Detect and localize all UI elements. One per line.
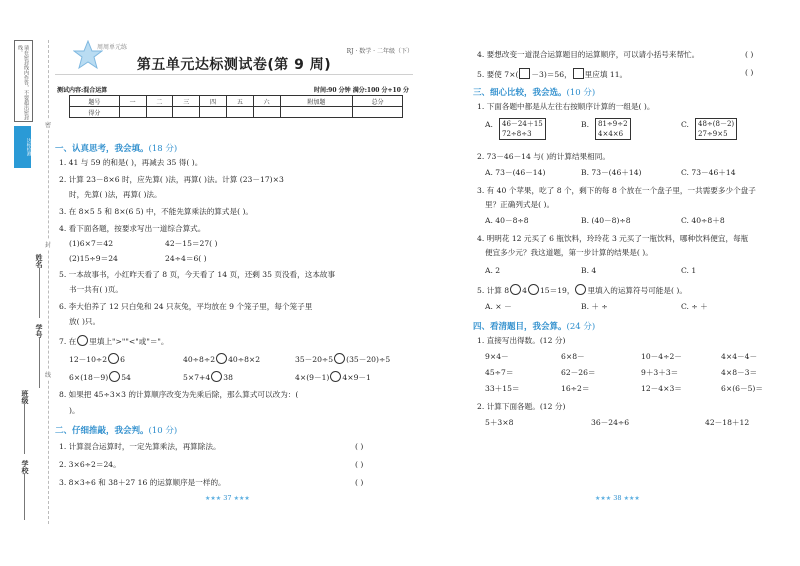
time-info: 时间:90 分钟 满分:100 分+10 分 [313, 87, 409, 94]
star-deco-icon: ★★★ [623, 495, 640, 502]
circle-blank-icon [528, 284, 539, 295]
square-blank-icon [573, 68, 584, 79]
choice-2: 2. 73－46－14 与( )的计算结果相同。 [477, 152, 610, 161]
compare-item [295, 353, 390, 365]
school-label: 学校 [21, 460, 30, 474]
choice-1-option-c-box[interactable] [695, 118, 737, 140]
compare-left: 4×(9－1) [295, 373, 330, 382]
score-value-row [70, 107, 403, 118]
score-cell[interactable] [226, 107, 253, 118]
compare-circle[interactable] [108, 353, 119, 364]
option-line: 4×4×6 [598, 130, 624, 138]
choice-3-line-1: 3. 有 40 个苹果，吃了 8 个，剩下的每 8 个放在一个盘子里，一共需要多少个盘子 [477, 186, 756, 195]
score-header-cell: 五 [226, 96, 253, 107]
star-deco-icon: ★★★ [233, 495, 250, 502]
question-4-row-2a: (2)15÷9＝24 [69, 254, 118, 263]
question-5-line-2: 书一共有( )页。 [69, 285, 123, 294]
question-4-row-1a: (1)6×7＝42 [69, 239, 114, 248]
choice-option[interactable]: B. 73－(46＋14) [581, 168, 642, 177]
compare-right: 4×9－1 [342, 373, 371, 382]
mental-math-item[interactable]: 33＋15＝ [485, 384, 520, 393]
compare-circle[interactable] [330, 371, 341, 382]
judge-5-answer[interactable]: ( ) [745, 68, 754, 77]
question-2-line-1: 2. 计算 23－8×6 时，应先算( )法，再算( )法。计算 (23－17)×3 [59, 175, 284, 184]
binding-margin [12, 40, 52, 524]
star-deco-icon: ★★★ [595, 495, 612, 502]
section-4-points: (24 分) [566, 322, 596, 332]
score-header-cell: 三 [173, 96, 200, 107]
choice-option[interactable]: B. 4 [581, 266, 597, 275]
content-label: 测试内容:混合运算 [57, 87, 108, 94]
question-3: 3. 在 8×5 5 和 8×(6 5) 中，不能先算乘法的算式是( )。 [59, 207, 254, 216]
compare-right: 38 [223, 373, 233, 382]
seal-word-3: 线 [45, 372, 52, 379]
score-header-row [70, 96, 403, 107]
judge-4-answer[interactable]: ( ) [745, 50, 754, 59]
choice-option[interactable]: B. (40－8)÷8 [581, 216, 631, 225]
compare-item [295, 371, 371, 383]
calc-item[interactable]: 36－24÷6 [591, 418, 630, 427]
choice-1: 1. 下面各题中都是从左往右按顺序计算的一组是( )。 [477, 102, 655, 111]
question-6-line-2: 放( )只。 [69, 317, 101, 326]
page-footer [595, 494, 640, 502]
page-title: 第五单元达标测试卷(第 9 周) [136, 57, 332, 73]
score-cell[interactable] [173, 107, 200, 118]
section-1-heading [55, 142, 177, 154]
compare-circle[interactable] [211, 371, 222, 382]
choice-option[interactable]: A. 2 [485, 266, 501, 275]
circle-blank-icon [510, 284, 521, 295]
score-header-cell: 总分 [353, 96, 403, 107]
seal-line [48, 40, 49, 524]
calc-2: 2. 计算下面各题。(12 分) [477, 402, 566, 411]
compare-item [183, 371, 233, 383]
square-blank-icon [519, 68, 530, 79]
question-4: 4. 看下面各题，按要求写出一道综合算式。 [59, 224, 206, 233]
choice-4-line-1: 4. 明明花 12 元买了 6 瓶饮料，玲玲花 3 元买了一瓶饮料，哪种饮料便宜，每瓶 [477, 234, 749, 243]
choice-5-prefix: 5. 计算 8 [477, 286, 510, 295]
number-line [39, 338, 40, 388]
compare-right: (35－20)÷5 [346, 355, 391, 364]
section-2-points: (10 分) [148, 426, 178, 436]
judge-1-answer[interactable]: ( ) [355, 442, 364, 451]
notice-text: 请在密封线内作答，不要超出密封线。 [17, 45, 29, 120]
mental-math-item[interactable]: 62－26＝ [561, 368, 596, 377]
choice-option[interactable]: C. 73－46＋14 [681, 168, 736, 177]
compare-left: 5×7+4 [183, 373, 211, 382]
score-table [69, 95, 403, 118]
question-7 [59, 335, 169, 347]
score-header-cell: 六 [253, 96, 280, 107]
circle-blank-icon [77, 335, 88, 346]
question-5-line-1: 5. 一本故事书，小红昨天看了 8 页，今天看了 14 页，还剩 35 页没看，这本故事 [59, 270, 336, 279]
section-1-points: (18 分) [148, 144, 178, 154]
section-3-heading [473, 86, 595, 98]
series-label: 周周单元练 [97, 44, 128, 51]
compare-left: 40÷8÷2 [183, 355, 216, 364]
option-line: 48÷(8－2) [698, 120, 735, 128]
mental-math-item[interactable]: 9＋3＋3＝ [641, 368, 679, 377]
judge-3: 3. 8×3÷6 和 38＋27 16 的运算顺序是一样的。 [59, 478, 226, 487]
compare-circle[interactable] [109, 371, 120, 382]
star-deco-icon: ★★★ [205, 495, 222, 502]
choice-option[interactable]: B. ＋ ÷ [581, 302, 608, 311]
option-line: 81÷9÷2 [598, 120, 628, 128]
calc-item[interactable]: 42－18＋12 [705, 418, 750, 427]
choice-5-middle: 15＝19， [539, 286, 575, 295]
choice-3-line-2: 里？正确列式是( )。 [485, 200, 555, 209]
score-cell[interactable] [353, 107, 403, 118]
calc-item[interactable]: 5＋3×8 [485, 418, 514, 427]
class-label: 班级 [21, 390, 30, 404]
question-2-line-2: 时，先算( )法，再算( )法。 [69, 190, 162, 199]
option-line: 27÷9×5 [698, 130, 728, 138]
score-row-label: 得分 [70, 107, 120, 118]
choice-5 [477, 284, 687, 296]
choice-1-option-a-label: A. [485, 120, 493, 129]
score-cell[interactable] [280, 107, 353, 118]
page-number: 38 [613, 494, 622, 502]
score-cell[interactable] [253, 107, 280, 118]
compare-circle[interactable] [216, 353, 227, 364]
choice-option[interactable]: A. 40－8÷8 [485, 216, 529, 225]
question-4-row-1b: 42－15＝27( ) [165, 239, 218, 248]
choice-5-suffix: 里填入的运算符号可能是( )。 [587, 286, 687, 295]
question-4-row-2b: 24÷4＝6( ) [165, 254, 207, 263]
compare-left: 6×(18－9) [69, 373, 109, 382]
score-header-cell: 题号 [70, 96, 120, 107]
section-2-title: 二、仔细推敲，我会判。 [55, 426, 149, 436]
section-3-points: (10 分) [566, 88, 596, 98]
choice-1-option-a-box[interactable] [499, 118, 546, 140]
class-line [24, 404, 25, 454]
grade-label: RJ · 数学 · 二年级（下） [346, 48, 413, 55]
badge-label: 达标检测 [14, 126, 31, 168]
choice-option[interactable]: C. 1 [681, 266, 697, 275]
judge-2: 2. 3×6÷2＝24。 [59, 460, 121, 469]
mental-math-item[interactable]: 16÷2＝ [561, 384, 590, 393]
mental-math-item[interactable]: 4×8－3＝ [721, 368, 758, 377]
mental-math-item[interactable]: 6×8－ [561, 352, 585, 361]
score-cell[interactable] [200, 107, 227, 118]
compare-item [183, 353, 260, 365]
title-rule [55, 74, 413, 75]
compare-right: 6 [120, 355, 125, 364]
score-header-cell: 二 [146, 96, 173, 107]
compare-item [69, 371, 131, 383]
option-line: 72÷8÷3 [502, 130, 532, 138]
compare-circle[interactable] [334, 353, 345, 364]
page-37 [55, 40, 413, 524]
choice-1-option-b-box[interactable] [595, 118, 631, 140]
question-7-prefix: 7. 在 [59, 337, 77, 346]
seal-word-1: 密 [45, 122, 52, 129]
judge-5-middle: －3)＝56， [531, 70, 572, 79]
option-line: 46－24＋15 [502, 120, 543, 128]
calc-1: 1. 直接写出得数。(12 分) [477, 336, 566, 345]
school-line [24, 474, 25, 520]
seal-word-2: 封 [45, 242, 52, 249]
judge-5-prefix: 5. 要使 7×( [477, 70, 519, 79]
question-7-suffix: 里填上">""<"或"＝"。 [89, 337, 169, 346]
section-3-title: 三、细心比较，我会选。 [473, 88, 567, 98]
section-4-heading [473, 320, 595, 332]
question-8-line-2: )。 [69, 406, 80, 415]
mental-math-item[interactable]: 6×(6－5)＝ [721, 384, 763, 393]
question-6-line-1: 6. 李大伯养了 12 只白兔和 24 只灰兔，平均放在 9 个笼子里，每个笼子里 [59, 302, 313, 311]
choice-option[interactable]: A. 73－(46－14) [485, 168, 546, 177]
circle-blank-icon [575, 284, 586, 295]
choice-option[interactable]: C. ÷ ＋ [681, 302, 708, 311]
page-38 [445, 40, 800, 524]
section-1-title: 一、认真思考，我会填。 [55, 144, 149, 154]
choice-option[interactable]: C. 40÷8＋8 [681, 216, 725, 225]
score-cell[interactable] [146, 107, 173, 118]
question-8-line-1: 8. 如果把 45÷3×3 的计算顺序改变为先乘后除，那么算式可以改为：( [59, 390, 299, 399]
name-line [39, 268, 40, 318]
judge-2-answer[interactable]: ( ) [355, 460, 364, 469]
score-cell[interactable] [119, 107, 146, 118]
mental-math-item[interactable]: 10－4÷2－ [641, 352, 682, 361]
compare-left: 12－10÷2 [69, 355, 108, 364]
header [55, 40, 413, 94]
mental-math-item[interactable]: 45÷7＝ [485, 368, 514, 377]
judge-1: 1. 计算混合运算时，一定先算乘法，再算除法。 [59, 442, 221, 451]
mental-math-item[interactable]: 12－4×3＝ [641, 384, 682, 393]
compare-item [69, 353, 125, 365]
section-4-title: 四、看清题目，我会算。 [473, 322, 567, 332]
number-label: 学号 [35, 324, 44, 338]
mental-math-item[interactable]: 4×4－4－ [721, 352, 758, 361]
judge-4: 4. 要想改变一道混合运算题目的运算顺序，可以请小括号来帮忙。 [477, 50, 700, 59]
notice-box [14, 40, 33, 122]
page-number: 37 [223, 494, 232, 502]
judge-5 [477, 68, 627, 80]
score-header-cell: 附加题 [280, 96, 353, 107]
judge-3-answer[interactable]: ( ) [355, 478, 364, 487]
choice-option[interactable]: A. × － [485, 302, 512, 311]
score-header-cell: 四 [200, 96, 227, 107]
mental-math-item[interactable]: 9×4－ [485, 352, 509, 361]
page-footer [205, 494, 250, 502]
compare-left: 35－20÷5 [295, 355, 334, 364]
judge-5-suffix: 里应填 11。 [584, 70, 628, 79]
compare-right: 40÷8×2 [228, 355, 261, 364]
choice-1-option-c-label: C. [681, 120, 689, 129]
score-header-cell: 一 [119, 96, 146, 107]
choice-4-line-2: 便宜多少元？我这道题，第一步计算的结果是( )。 [485, 248, 653, 257]
name-label: 姓名 [35, 254, 44, 268]
section-2-heading [55, 424, 177, 436]
question-1: 1. 41 与 59 的和是( )，再减去 35 得( )。 [59, 158, 203, 167]
choice-1-option-b-label: B. [581, 120, 589, 129]
choice-5-num: 4 [522, 286, 527, 295]
compare-right: 54 [121, 373, 131, 382]
